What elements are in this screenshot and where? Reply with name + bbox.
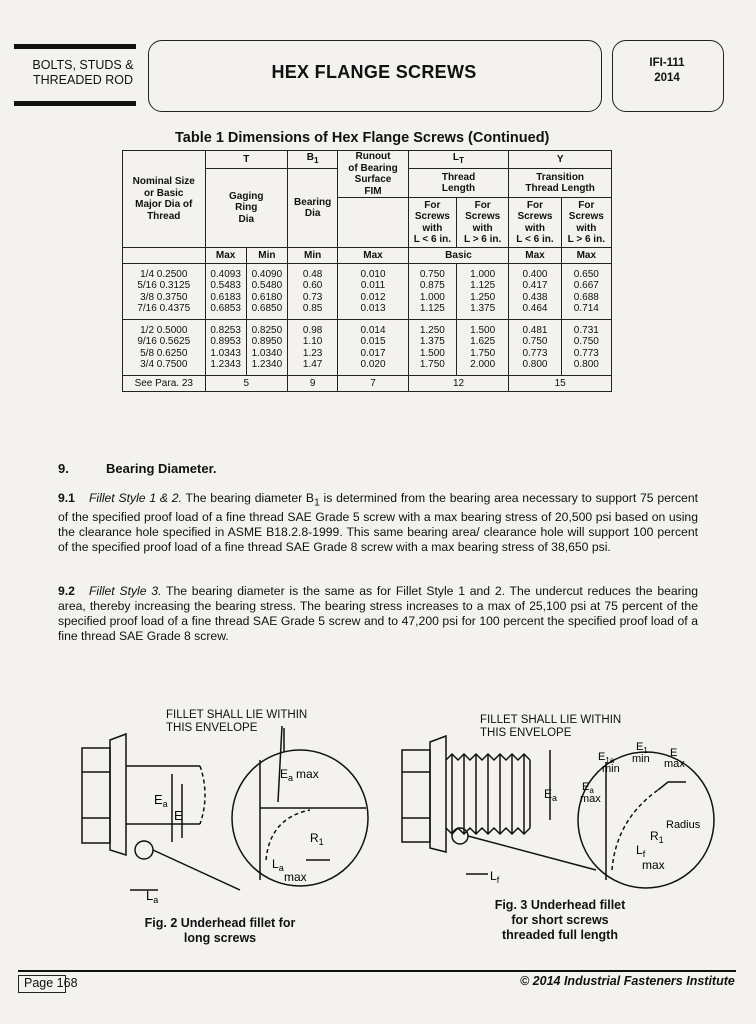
fig3-e1-label: $E_1$ min <box>632 741 650 765</box>
dimensions-table <box>122 150 612 392</box>
para-9-2-style: Fillet Style 3. <box>88 584 162 598</box>
subheader-b-min: Min <box>288 248 338 264</box>
fig2-caption: Fig. 2 Underhead fillet for long screws <box>144 916 296 945</box>
col-symbol-y: Y <box>509 151 612 169</box>
col-symbol-lt: $L_T$ <box>408 151 509 169</box>
para-9-1-style: Fillet Style 1 & 2. <box>88 491 182 505</box>
group2-runout: 0.014 0.015 0.017 0.020 <box>338 320 408 376</box>
group1-lt-le6: 0.750 0.875 1.000 1.125 <box>408 264 456 320</box>
group2-y-gt6: 0.731 0.750 0.773 0.800 <box>561 320 611 376</box>
page-title: HEX FLANGE SCREWS <box>271 62 477 82</box>
bearing-header: Bearing Dia <box>288 169 338 248</box>
group2-b-min: 0.98 1.10 1.23 1.47 <box>288 320 338 376</box>
fig2-r1-label: $R_1$ <box>310 831 324 847</box>
fig2-flange <box>110 734 126 855</box>
group1-b-min: 0.48 0.60 0.73 0.85 <box>288 264 338 320</box>
y-gt6-header: For Screws with L > 6 in. <box>561 198 611 248</box>
group1-t-min: 0.4090 0.5480 0.6180 0.6850 <box>246 264 287 320</box>
fig3-envelope-note: FILLET SHALL LIE WITHIN THIS ENVELOPE <box>480 714 622 739</box>
y-le6-header: For Screws with L < 6 in. <box>509 198 561 248</box>
fig3-flange <box>430 736 446 852</box>
col-symbol-b1: $B_1$ <box>288 151 338 169</box>
lt-gt6-header: For Screws with L > 6 in. <box>457 198 509 248</box>
group2-y-le6: 0.481 0.750 0.773 0.800 <box>509 320 561 376</box>
fig2-hex-head <box>82 748 110 843</box>
fig3-lf-max-label: $L_f$ max <box>636 843 665 872</box>
header-category-line2: THREADED ROD <box>32 73 133 87</box>
page-number: Page 168 <box>24 976 78 990</box>
section-title: Bearing Diameter. <box>106 461 217 476</box>
group1-runout: 0.010 0.011 0.012 0.013 <box>338 264 408 320</box>
fig2-ea-max-label: $E_a$ max <box>280 767 319 783</box>
footer-see-para: See Para. 23 <box>123 376 206 392</box>
group2-t-min: 0.8250 0.8950 1.0340 1.2340 <box>246 320 287 376</box>
runout-header: Runout of Bearing Surface FIM <box>338 151 408 198</box>
para-9-1-sub: 1 <box>314 497 320 509</box>
section-heading <box>58 461 217 476</box>
fig2-detail-circle <box>135 841 153 859</box>
para-9-2-text: The bearing diameter is the same as for Fillet Style 1 and 2. The undercut reduces the bearing area, thereby increasing the bearing stress. The bearing stress increases to a max of 25,100 psi at 75 percent of the specified proof load of a fine thread SAE Grade 5 screw and to 47,200 psi for 100 percent the specified proof load of a fine thread SAE Grade 8 screw. <box>58 584 699 643</box>
header-rule-bottom <box>14 101 136 106</box>
subheader-blank <box>123 248 206 264</box>
footer-ref-runout: 7 <box>338 376 408 392</box>
subheader-runout-max: Max <box>338 248 408 264</box>
table-row-group-1 <box>123 264 612 320</box>
group2-t-max: 0.8253 0.8953 1.0343 1.2343 <box>205 320 246 376</box>
table-title: Table 1 Dimensions of Hex Flange Screws (Continued) <box>175 130 550 146</box>
paragraph-9-1 <box>58 491 698 555</box>
group1-t-max: 0.4093 0.5483 0.6183 0.6853 <box>205 264 246 320</box>
group1-lt-gt6: 1.000 1.125 1.250 1.375 <box>457 264 509 320</box>
fig2-ea-label: $E_a$ <box>154 792 168 809</box>
fig2-envelope-note: FILLET SHALL LIE WITHIN THIS ENVELOPE <box>166 709 308 734</box>
subheader-y-max1: Max <box>509 248 561 264</box>
subheader-t-min: Min <box>246 248 287 264</box>
fig3-radius-label: Radius <box>666 819 701 831</box>
header-rule-top <box>14 44 136 49</box>
footer-rule <box>18 970 736 972</box>
fig3-e-label: E max <box>664 747 685 770</box>
copyright: © 2014 Industrial Fasteners Institute <box>520 974 735 988</box>
thread-length-header: Thread Length <box>408 169 509 198</box>
para-9-2-number: 9.2 <box>58 584 75 598</box>
standard-code-number: IFI-111 <box>649 57 685 69</box>
fig3-ea-label: $E_a$ <box>544 787 558 803</box>
transition-header: Transition Thread Length <box>509 169 612 198</box>
fig3-lf-label: $L_f$ <box>490 869 500 885</box>
nominal-header: Nominal Size or Basic Major Dia of Thread <box>123 151 206 248</box>
header-category <box>18 58 148 88</box>
footer-ref-lt: 12 <box>408 376 509 392</box>
fig3-hex-head <box>402 750 430 842</box>
lt-le6-header: For Screws with L < 6 in. <box>408 198 456 248</box>
group2-lt-le6: 1.250 1.375 1.500 1.750 <box>408 320 456 376</box>
subheader-y-max2: Max <box>561 248 611 264</box>
group2-nominal: 1/2 0.5000 9/16 0.5625 5/8 0.6250 3/4 0.7500 <box>123 320 206 376</box>
standard-code <box>612 56 722 86</box>
paragraph-9-2 <box>58 584 698 644</box>
fig3-drawing <box>396 720 716 910</box>
group1-y-le6: 0.400 0.417 0.438 0.464 <box>509 264 561 320</box>
para-9-1-text-a: The bearing diameter B <box>181 491 315 505</box>
group1-y-gt6: 0.650 0.667 0.688 0.714 <box>561 264 611 320</box>
fig2-drawing <box>60 700 380 910</box>
footer-ref-t: 5 <box>205 376 288 392</box>
standard-code-year: 2014 <box>654 72 680 84</box>
para-9-1-text-b: is determined from the bearing area necessary to support 75 percent of the specified proof load of a fine thread SAE Grade 5 screw with a max bearing stress of 20,500 psi based on using the clearance hole specified in ASME B18.2.8-1999. This same bearing area/ clearance hole will support 100 percent of the specified proof load of a fine thread SAE Grade 8 screw with a max bearing stress of 38,650 psi. <box>58 491 698 555</box>
fig3-caption: Fig. 3 Underhead fillet for short screws threaded full length <box>494 898 626 942</box>
header-category-line1: BOLTS, STUDS & <box>32 58 134 72</box>
section-number: 9. <box>58 461 69 476</box>
group2-lt-gt6: 1.500 1.625 1.750 2.000 <box>457 320 509 376</box>
subheader-basic: Basic <box>408 248 509 264</box>
gaging-header: Gaging Ring Dia <box>205 169 288 248</box>
fig3-ea-max-label: $E_a$ max <box>580 781 601 805</box>
table-row-group-2 <box>123 320 612 376</box>
footer-ref-y: 15 <box>509 376 612 392</box>
table-footer-row <box>123 376 612 392</box>
runout-spacer <box>338 198 408 248</box>
fig3-e1a-label: $E_{1a}$ min <box>598 751 620 775</box>
subheader-t-max: Max <box>205 248 246 264</box>
group1-nominal: 1/4 0.2500 5/16 0.3125 3/8 0.3750 7/16 0.4375 <box>123 264 206 320</box>
fig3-r1-label: $R_1$ <box>650 829 664 845</box>
fig2-e-label: E <box>174 808 183 823</box>
fig2-la-label: $L_a$ <box>146 888 159 905</box>
fig2-la-max-label: $L_a\max$ <box>272 857 307 884</box>
footer-ref-b: 9 <box>288 376 338 392</box>
para-9-1-number: 9.1 <box>58 491 75 505</box>
col-symbol-t: T <box>205 151 288 169</box>
